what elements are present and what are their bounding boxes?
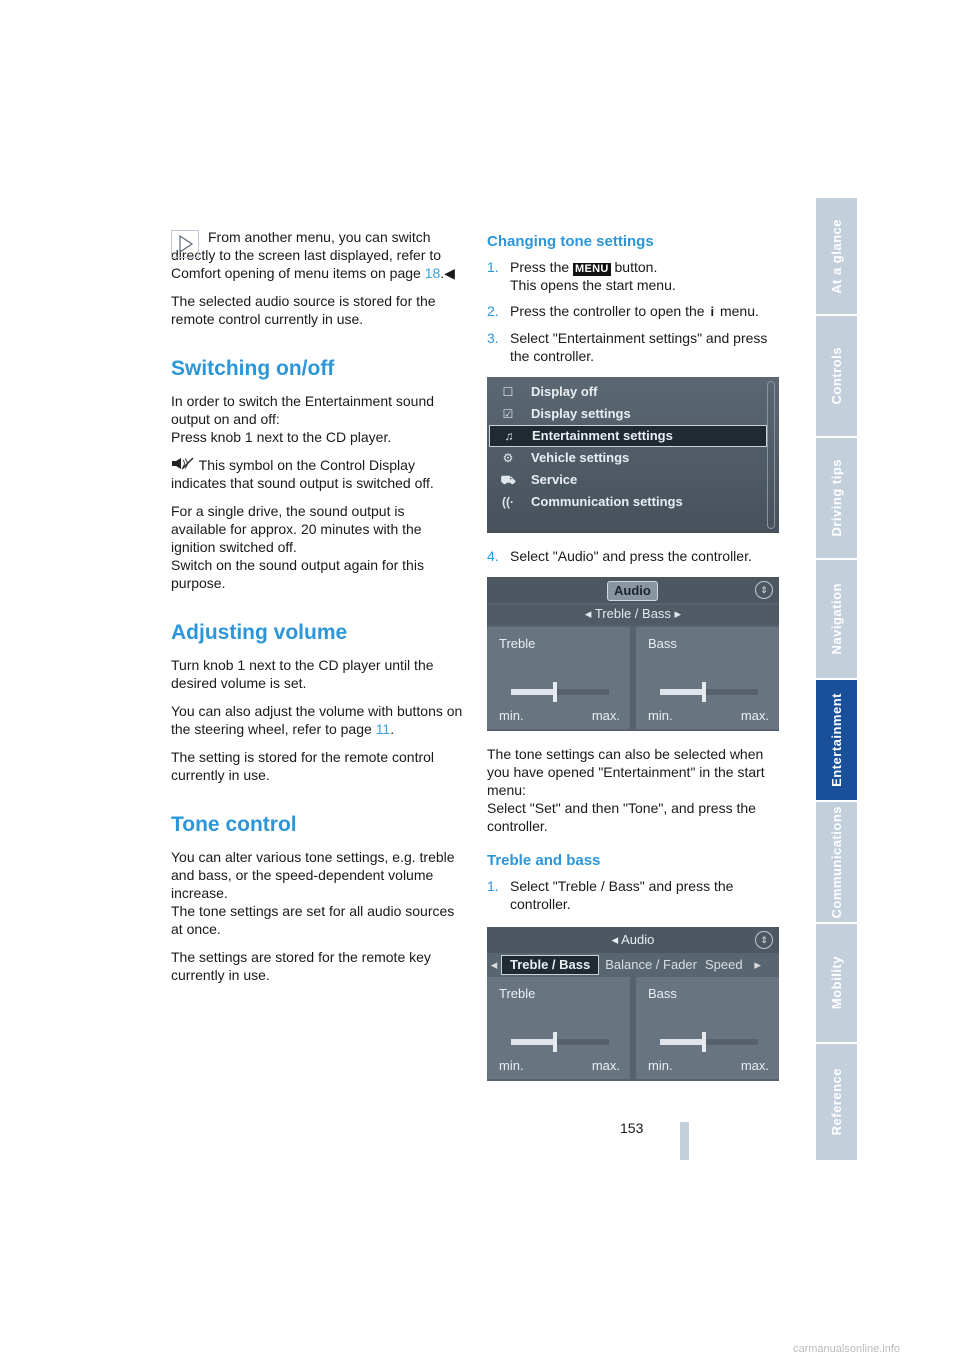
display-settings-icon: ☑ xyxy=(502,407,514,421)
tone-paragraph-3: The settings are stored for the remote key currently in use. xyxy=(171,949,431,983)
volume-paragraph-1: Turn knob 1 next to the CD player until the desired volume is set. xyxy=(171,657,434,691)
heading-volume: Adjusting volume xyxy=(171,621,348,644)
settings-menu-screenshot xyxy=(487,377,779,533)
tab-balance-fader[interactable]: Balance / Fader xyxy=(605,957,697,972)
menu-button-icon: MENU xyxy=(575,263,609,275)
car-icon: ⛟ xyxy=(500,473,516,487)
list-item: 1. Select "Treble / Bass" and press the controller. xyxy=(487,878,734,912)
treble-label: Treble xyxy=(499,636,536,651)
slider-knob[interactable] xyxy=(553,1032,557,1052)
max-label: max. xyxy=(591,708,620,723)
volume-page-link[interactable]: 11 xyxy=(375,721,391,737)
single-drive-paragraph: For a single drive, the sound output is available for approx. 20 minutes with the ignition switched off. Switch on the sound output again for this purpose. xyxy=(171,503,424,591)
switch-paragraph: In order to switch the Entertainment sound output on and off: Press knob 1 next to the CD player. xyxy=(171,393,435,445)
list-item: 2. Press the controller to open the i menu. xyxy=(487,303,759,319)
tab-at-a-glance[interactable]: At a glance xyxy=(816,198,857,316)
heading-treble-bass: Treble and bass xyxy=(487,852,601,869)
up-down-icon[interactable]: ⇕ xyxy=(755,931,773,949)
menu-item-display-off[interactable]: ☐ Display off xyxy=(489,381,767,403)
treble-bass-screenshot xyxy=(487,927,779,1081)
list-item: 4. Select "Audio" and press the controller. xyxy=(487,548,752,564)
slider-knob[interactable] xyxy=(702,682,706,702)
heading-tone-control: Tone control xyxy=(171,813,297,836)
mute-symbol-paragraph: This symbol on the Control Display indicates that sound output is switched off. xyxy=(171,457,434,491)
signal-icon: ((· xyxy=(502,495,514,509)
source-paragraph: The selected audio source is stored for the remote control currently in use. xyxy=(171,293,436,327)
max-label: max. xyxy=(740,1058,769,1073)
bass-panel xyxy=(636,977,779,1079)
tone-tabs-bar xyxy=(487,953,779,977)
list-item: 3. Select "Entertainment settings" and press the controller. xyxy=(487,330,768,364)
note-text: From another menu, you can switch directly to the screen last displayed, refer to Comfort opening of menu items on page 18.◀ xyxy=(171,229,455,281)
mute-speaker-icon xyxy=(171,457,199,473)
left-column xyxy=(171,228,463,994)
treble-slider[interactable] xyxy=(511,1039,609,1045)
bass-label: Bass xyxy=(648,636,677,651)
slider-knob[interactable] xyxy=(553,682,557,702)
steps-list-2 xyxy=(487,547,779,565)
tab-communications[interactable]: Communications xyxy=(816,802,857,924)
page-marker xyxy=(680,1122,689,1160)
list-item: 1. Press the MENU button. This opens the start menu. xyxy=(487,259,676,293)
treble-panel xyxy=(487,627,630,729)
also-paragraph: The tone settings can also be selected when you have opened "Entertainment" in the start menu: Select "Set" and then "Tone", and press the controller. xyxy=(487,746,765,834)
heading-changing-tone: Changing tone settings xyxy=(487,233,654,250)
min-label: min. xyxy=(499,1058,524,1073)
min-label: min. xyxy=(648,708,673,723)
tab-entertainment[interactable]: Entertainment xyxy=(816,680,857,802)
menu-item-display-settings[interactable]: ☑ Display settings xyxy=(489,403,767,425)
audio-tab[interactable]: Audio xyxy=(607,581,658,601)
up-down-icon[interactable]: ⇕ xyxy=(755,581,773,599)
max-label: max. xyxy=(740,708,769,723)
heading-switching: Switching on/off xyxy=(171,357,335,380)
tab-right-arrow-icon[interactable]: ▸ xyxy=(754,957,761,972)
bass-slider[interactable] xyxy=(660,1039,758,1045)
vehicle-settings-icon: ⚙ xyxy=(502,451,514,465)
max-label: max. xyxy=(591,1058,620,1073)
tab-mobility[interactable]: Mobility xyxy=(816,924,857,1044)
tab-treble-bass[interactable]: Treble / Bass xyxy=(501,955,599,975)
right-column xyxy=(487,232,779,1095)
menu-item-entertainment-settings[interactable]: ♫ Entertainment settings xyxy=(489,425,767,447)
note-block xyxy=(171,228,463,282)
tone-header xyxy=(487,927,779,953)
bass-panel xyxy=(636,627,779,729)
volume-paragraph-3: The setting is stored for the remote control currently in use. xyxy=(171,749,435,783)
tab-controls[interactable]: Controls xyxy=(816,316,857,438)
tab-speed[interactable]: Speed xyxy=(705,957,743,972)
treble-slider[interactable] xyxy=(511,689,609,695)
scrollbar[interactable] xyxy=(767,381,775,529)
page-number: 153 xyxy=(620,1120,644,1136)
min-label: min. xyxy=(499,708,524,723)
slider-knob[interactable] xyxy=(702,1032,706,1052)
note-triangle-icon xyxy=(171,230,199,258)
info-icon: i xyxy=(710,304,715,319)
tab-driving-tips[interactable]: Driving tips xyxy=(816,438,857,560)
steps-list xyxy=(487,258,779,365)
audio-tone-screenshot xyxy=(487,577,779,731)
menu-item-communication-settings[interactable]: ((· Communication settings xyxy=(489,491,767,513)
treble-panel xyxy=(487,977,630,1079)
treble-bass-selector[interactable]: ◂ Treble / Bass ▸ xyxy=(487,605,779,625)
tab-reference[interactable]: Reference xyxy=(816,1044,857,1162)
bass-slider[interactable] xyxy=(660,689,758,695)
entertainment-icon: ♫ xyxy=(504,429,514,443)
footer-watermark: carmanualsonline.info xyxy=(792,1343,900,1355)
bass-label: Bass xyxy=(648,986,677,1001)
menu-item-vehicle-settings[interactable]: ⚙ Vehicle settings xyxy=(489,447,767,469)
min-label: min. xyxy=(648,1058,673,1073)
tab-navigation[interactable]: Navigation xyxy=(816,560,857,680)
tone-paragraph-1: You can alter various tone settings, e.g. treble and bass, or the speed-dependent volume increase. The tone settings are set for all audio sources at once. xyxy=(171,849,455,937)
steps-list-3 xyxy=(487,877,779,913)
checkbox-icon: ☐ xyxy=(502,385,514,399)
chapter-tab-bar xyxy=(816,198,857,1162)
audio-header-label: ◂ Audio xyxy=(611,932,655,947)
note-page-link[interactable]: 18 xyxy=(424,265,441,281)
menu-item-service[interactable]: ⛟ Service xyxy=(489,469,767,491)
treble-label: Treble xyxy=(499,986,536,1001)
volume-paragraph-2: You can also adjust the volume with buttons on the steering wheel, refer to page 11. xyxy=(171,703,463,737)
tab-left-arrow-icon[interactable]: ◂ xyxy=(490,957,498,972)
